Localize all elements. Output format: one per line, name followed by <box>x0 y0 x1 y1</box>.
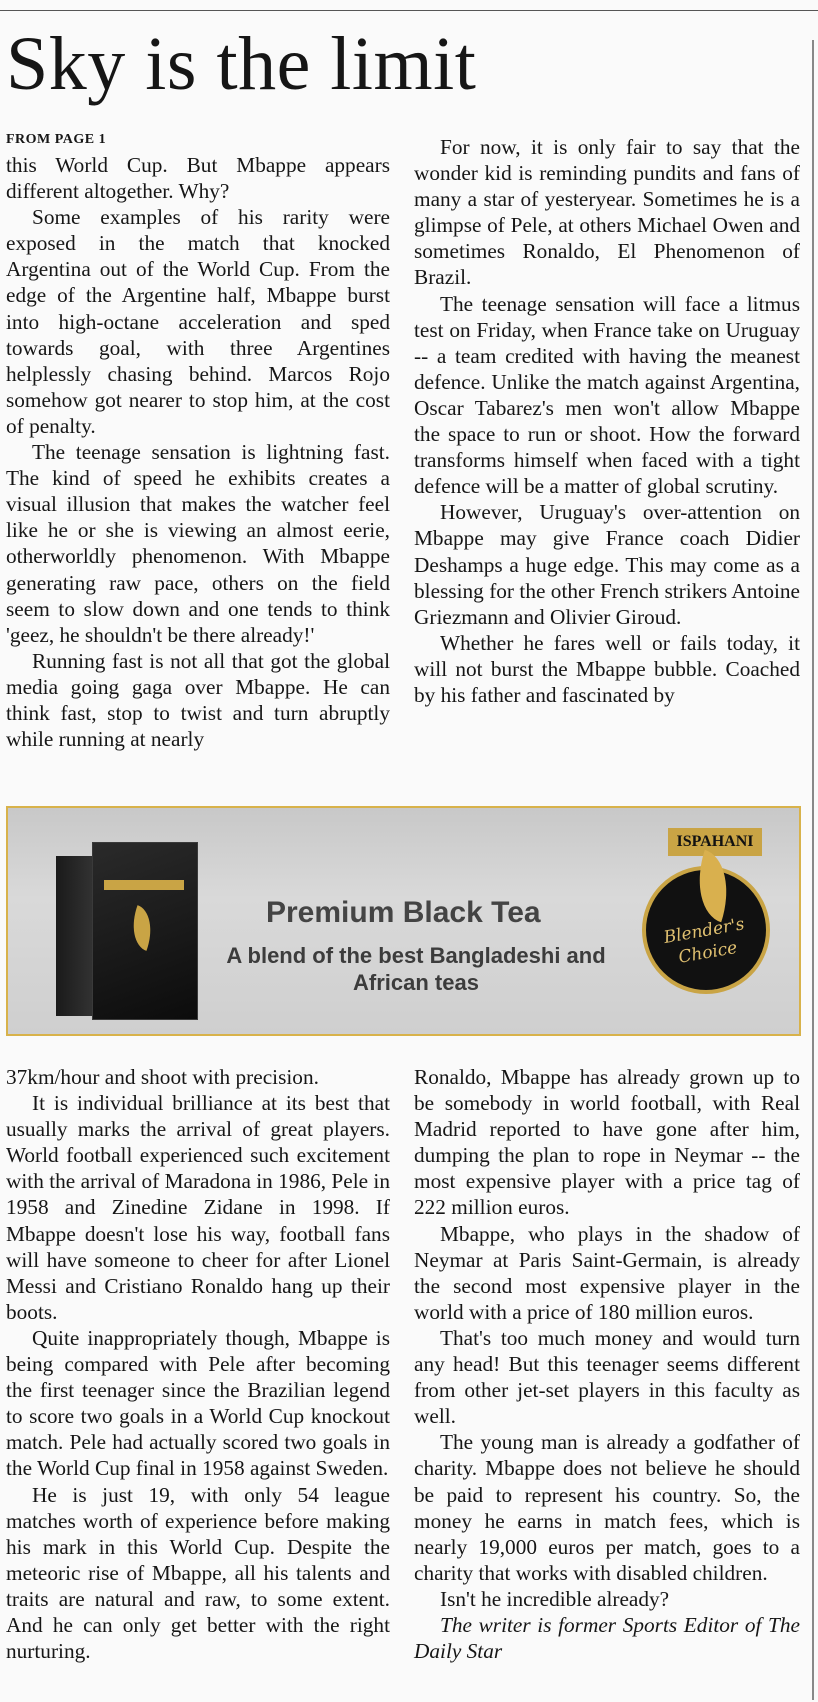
paragraph: Some examples of his rarity were exposed in the match that knocked Argentina out of the World Cup. From the edge of the Argentine half, Mbappe burst into high-octane acceleration and sped towards goal, with three Argentines helplessly chasing behind. Marcos Rojo somehow got nearer to stop him, at the cost of penalty. <box>6 205 390 438</box>
paragraph: However, Uruguay's over-attention on Mbappe may give France coach Didier Deshamps a huge edge. This may come as a blessing for the other French strikers Antoine Griezmann and Olivier Giroud. <box>414 500 800 629</box>
top-rule <box>0 10 818 11</box>
paragraph: Mbappe, who plays in the shadow of Neymar at Paris Saint-Germain, is already the second most expensive player in the world with a price of 180 million euros. <box>414 1221 800 1324</box>
paragraph: Running fast is not all that got the global media going gaga over Mbappe. He can think fast, stop to twist and turn abruptly while running at nearly <box>6 648 390 752</box>
paragraph: Isn't he incredible already? <box>440 1586 670 1611</box>
paragraph: Ronaldo, Mbappe has already grown up to be somebody in world football, with Real Madrid reported to have gone after him, dumping the plan to rope in Neymar -- the most expensive player with a price tag of 222 million euros. <box>414 1065 800 1220</box>
headline: Sky is the limit <box>6 22 477 106</box>
paragraph: That's too much money and would turn any head! But this teenager seems different from other jet-set players in this faculty as well. <box>414 1325 800 1429</box>
column-1 <box>6 128 390 752</box>
paragraph: He is just 19, with only 54 league matches worth of experience before making his mark in this World Cup. Despite the meteoric rise of Mbappe, all his talents and traits are natural and raw, to some extent. And he can only get better with the right nurturing. <box>6 1482 390 1664</box>
kicker: FROM PAGE 1 <box>6 132 107 147</box>
ad-tagline: A blend of the best Bangladeshi and African teas <box>226 943 606 995</box>
tea-box-image <box>52 836 202 1020</box>
column-rule <box>812 40 814 1700</box>
paragraph: It is individual brilliance at its best that usually marks the arrival of great players. World football experienced such excitement with the arrival of Maradona in 1986, Pele in 1958 and Zinedine Zidane in 1998. If Mbappe doesn't lose his way, football fans will have someone to cheer for after Lionel Messi and Cristiano Ronaldo hang up their boots. <box>6 1091 390 1324</box>
paragraph: The teenage sensation will face a litmus test on Friday, when France take on Uruguay -- a team credited with having the meanest defence. Unlike the match against Argentina, Oscar Tabarez's men won't allow Mbappe the space to run or shoot. How the forward transforms himself when faced with a tight defence will be a matter of global scrutiny. <box>414 291 800 499</box>
blenders-choice-seal <box>642 866 770 994</box>
column-3 <box>6 1064 390 1664</box>
paragraph: Whether he fares well or fails today, it will not burst the Mbappe bubble. Coached by his father and fascinated by <box>414 630 800 707</box>
tea-advertisement <box>6 806 801 1036</box>
paragraph: Quite inappropriately though, Mbappe is being compared with Pele after becoming the first teenager since the Brazilian legend to score two goals in a World Cup knockout match. Pele had actually scored two goals in the World Cup final in 1958 against Sweden. <box>6 1325 390 1481</box>
seal-text: Blender's Choice <box>662 914 746 968</box>
byline: The writer is former Sports Editor of The Daily Star <box>414 1612 800 1664</box>
column-4 <box>414 1064 800 1664</box>
paragraph: The young man is already a godfather of charity. Mbappe does not believe he should be paid to represent his country. So, the money he earns in match fees, which is nearly 19,000 euros per match, goes to a charity that works with disabled children. <box>414 1430 800 1585</box>
brand-label: ISPAHANI <box>668 828 762 856</box>
paragraph: For now, it is only fair to say that the wonder kid is reminding pundits and fans of many a star of yesteryear. Sometimes he is a glimpse of Pele, at others Michael Owen and sometimes Ronaldo, El Phenomenon of Brazil. <box>414 135 800 290</box>
paragraph: The teenage sensation is lightning fast. The kind of speed he exhibits creates a visual illusion that makes the watcher feel like he or she is viewing an almost eerie, otherworldly phenomenon. With Mbappe generating raw pace, others on the field seem to slow down and one tends to think 'geez, he shouldn't be there already!' <box>6 440 390 647</box>
ad-title: Premium Black Tea <box>266 896 541 929</box>
paragraph: this World Cup. But Mbappe appears different altogether. Why? <box>6 153 390 204</box>
column-2 <box>414 134 800 708</box>
paragraph: 37km/hour and shoot with precision. <box>6 1065 319 1089</box>
leaf-icon <box>685 850 741 923</box>
